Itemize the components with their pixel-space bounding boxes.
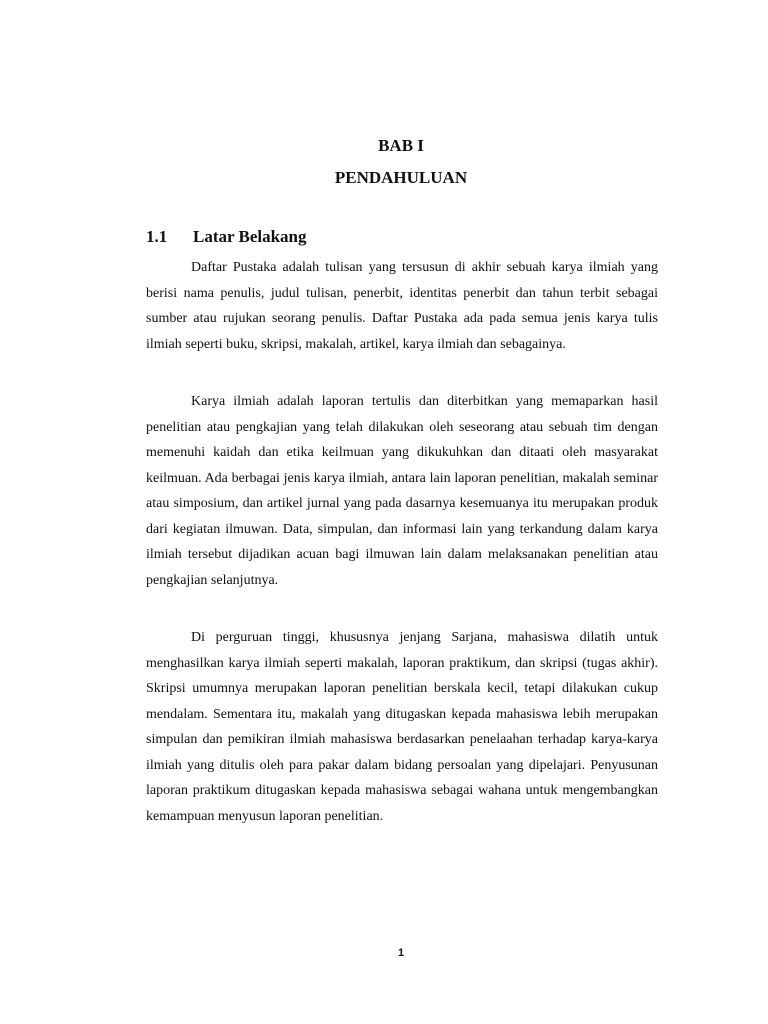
section-number: 1.1 [146,227,168,246]
section-heading [146,227,307,247]
paragraph-1: Daftar Pustaka adalah tulisan yang tersusun di akhir sebuah karya ilmiah yang berisi nama penulis, judul tulisan, penerbit, identitas penerbit dan tahun terbit sebagai sumber atau rujukan seorang penulis. Daftar Pustaka ada pada semua jenis karya tulis ilmiah seperti buku, skripsi, makalah, artikel, karya ilmiah dan sebagainya. [146,260,658,352]
chapter-title: PENDAHULUAN [334,168,468,187]
paragraph-2: Karya ilmiah adalah laporan tertulis dan diterbitkan yang memaparkan hasil penelitian atau pengkajian yang telah dilakukan oleh seseorang atau sebuah tim dengan memenuhi kaidah dan etika keilmuan yang dikukuhkan dan ditaati oleh masyarakat keilmuan. Ada berbagai jenis karya ilmiah, antara lain laporan penelitian, makalah seminar atau simposium, dan artikel jurnal yang pada dasarnya kesemuanya itu merupakan produk dari kegiatan ilmuwan. Data, simpulan, dan informasi lain yang terkandung dalam karya ilmiah tersebut dijadikan acuan bagi ilmuwan lain dalam melaksanakan penelitian atau pengkajian selanjutnya. [146,394,658,588]
chapter-label: BAB I [378,136,424,155]
paragraph-3: Di perguruan tinggi, khususnya jenjang Sarjana, mahasiswa dilatih untuk menghasilkan karya ilmiah seperti makalah, laporan praktikum, dan skripsi (tugas akhir). Skripsi umumnya merupakan laporan penelitian berskala kecil, tetapi dilakukan cukup mendalam. Sementara itu, makalah yang ditugaskan kepada mahasiswa lebih merupakan simpulan dan pemikiran ilmiah mahasiswa berdasarkan penelaahan terhadap karya-karya ilmiah yang ditulis oleh para pakar dalam bidang persoalan yang dipelajari. Penyusunan laporan praktikum ditugaskan kepada mahasiswa sebagai wahana untuk mengembangkan kemampuan menyusun laporan penelitian. [146,630,658,824]
section-title: Latar Belakang [193,227,307,246]
page-number: 1 [397,947,405,959]
